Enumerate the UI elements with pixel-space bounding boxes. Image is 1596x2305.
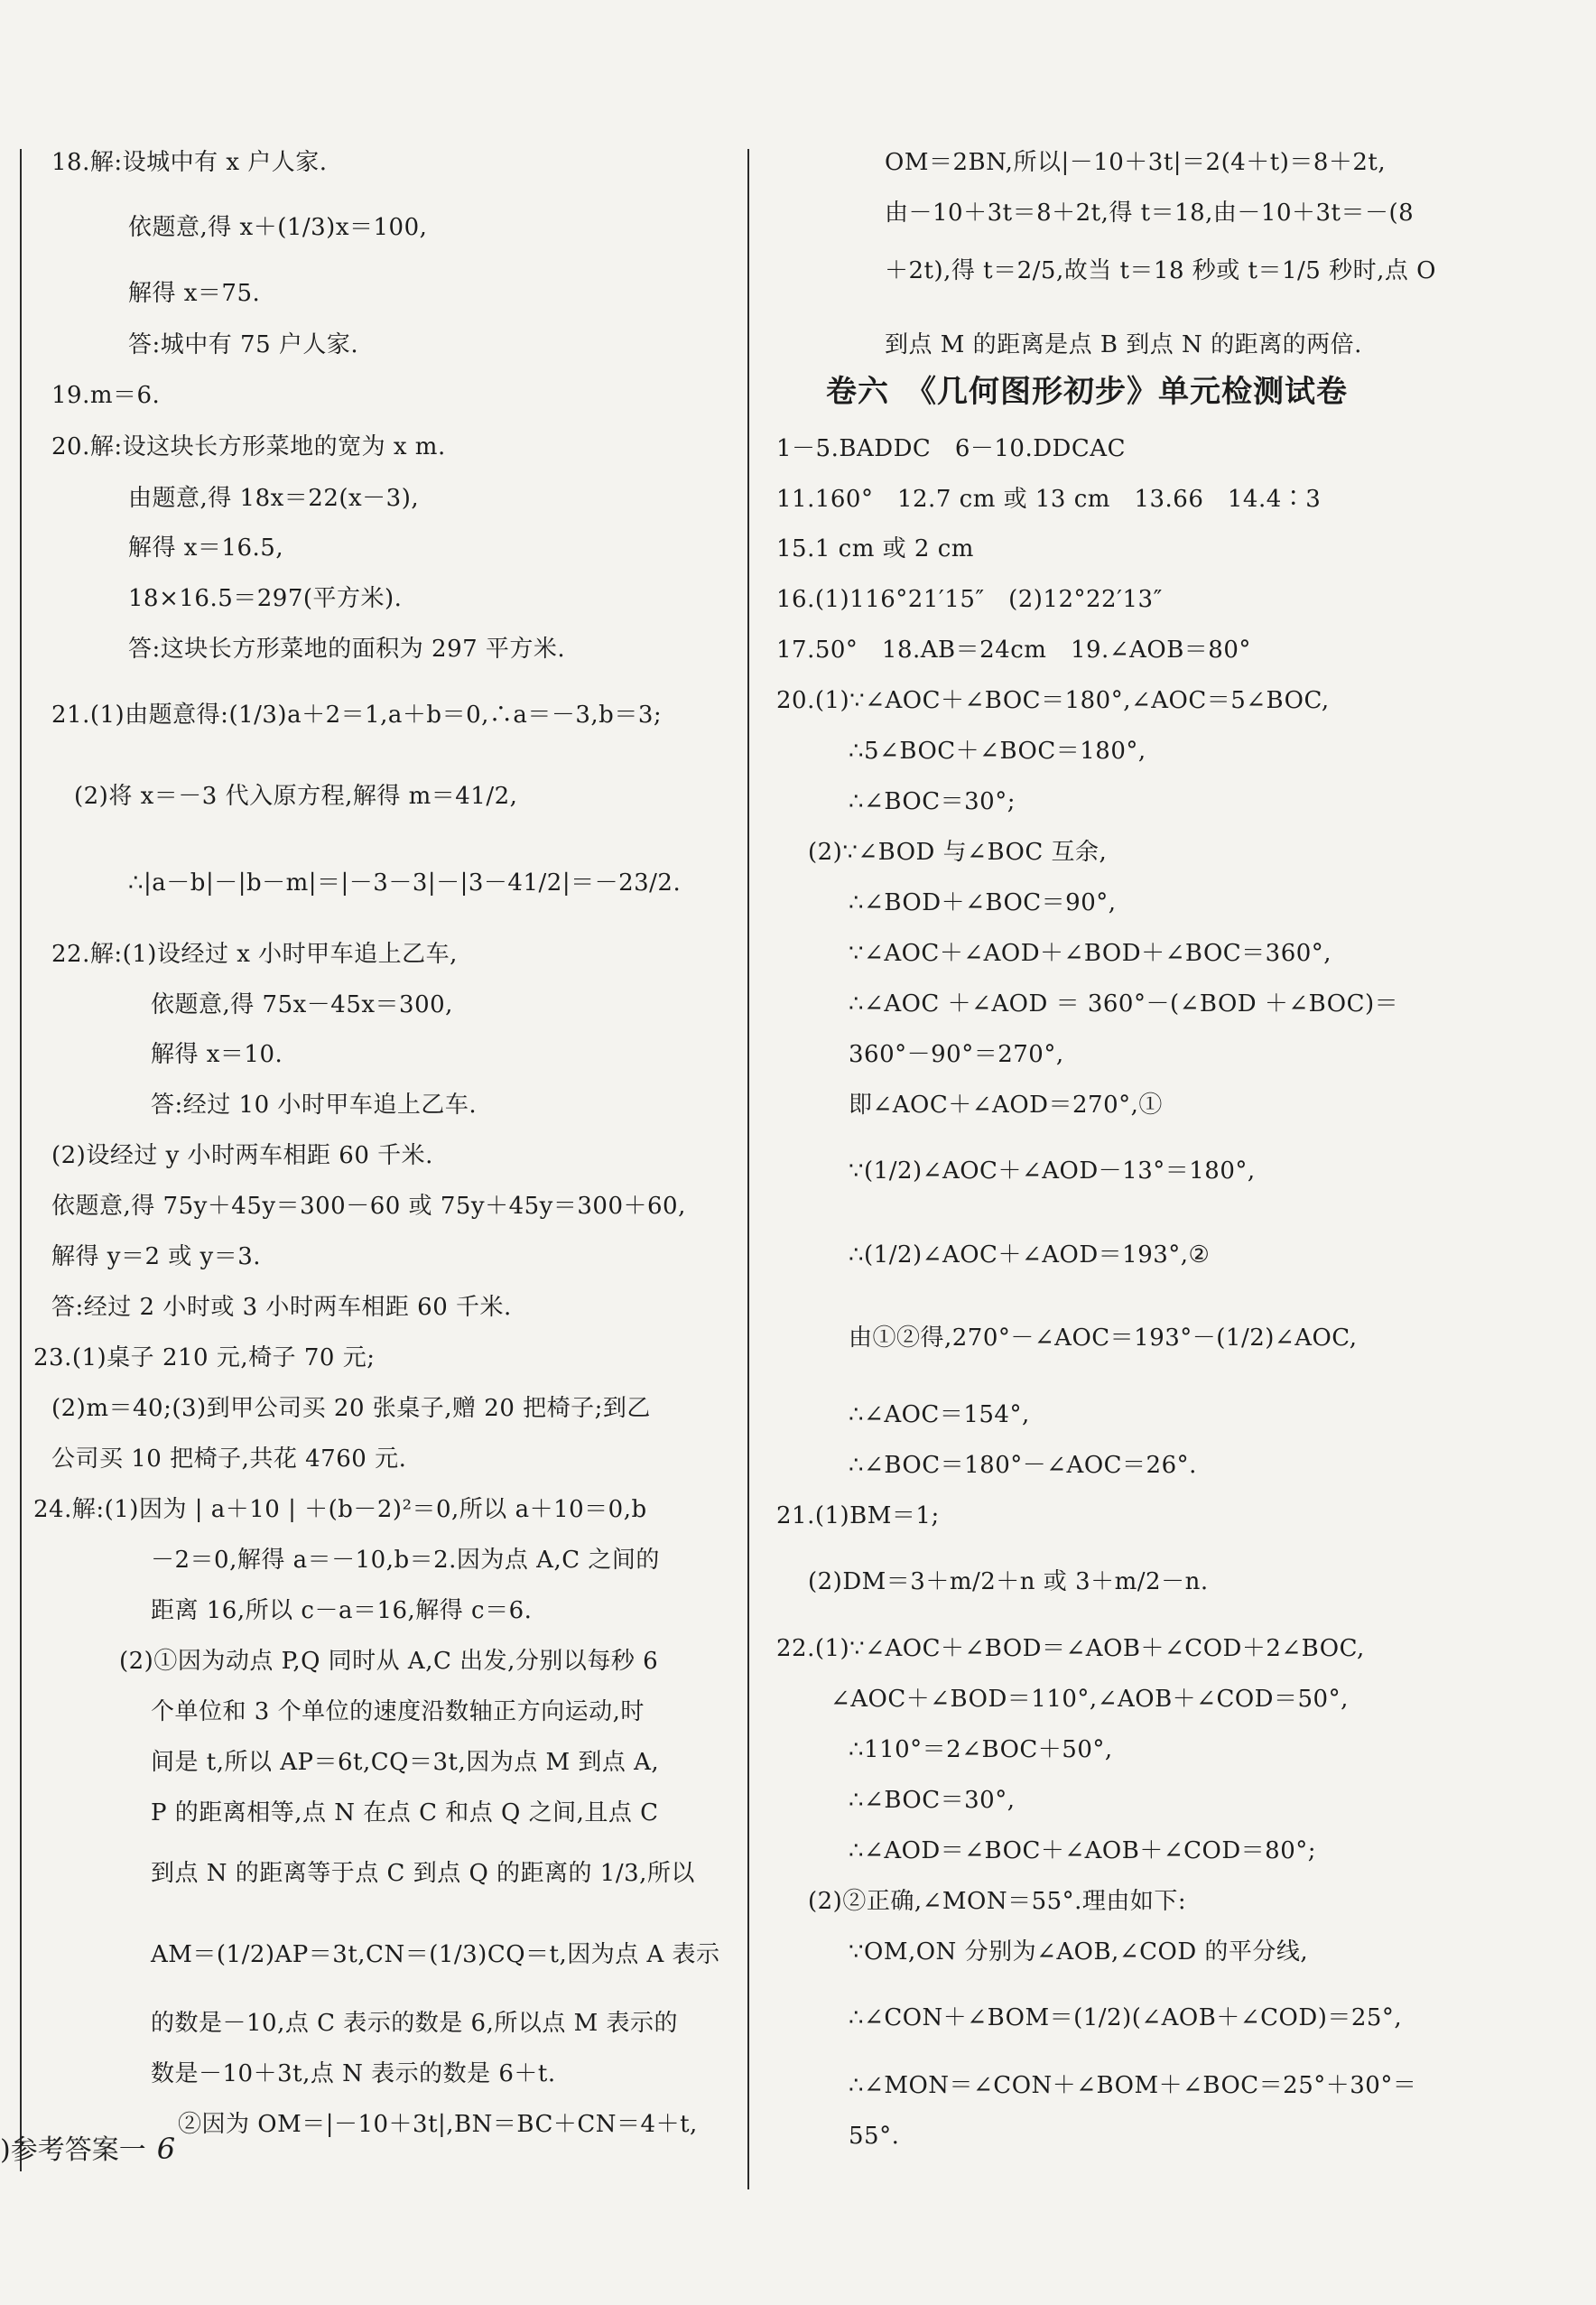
answer-line: (2)将 x＝－3 代入原方程,解得 m＝41/2, [74, 783, 518, 810]
answer-line: 解得 x＝16.5, [128, 534, 284, 562]
answer-line: 55°. [849, 2123, 900, 2150]
answer-line: ∴|a－b|－|b－m|＝|－3－3|－|3－41/2|＝－23/2. [128, 869, 682, 897]
answer-line: 个单位和 3 个单位的速度沿数轴正方向运动,时 [151, 1698, 645, 1725]
answer-line: 360°－90°＝270°, [849, 1041, 1064, 1068]
answer-line: 19.m＝6. [51, 382, 161, 409]
page-number: 6 [156, 2132, 176, 2166]
answer-line: 答:这块长方形菜地的面积为 297 平方米. [128, 636, 566, 663]
answer-line: ∵(1/2)∠AOC＋∠AOD－13°＝180°, [849, 1157, 1256, 1185]
answer-line: 20.解:设这块长方形菜地的宽为 x m. [51, 433, 446, 460]
answer-line: ∴∠BOC＝30°, [849, 1787, 1016, 1814]
answer-line: ∴∠BOC＝30°; [849, 788, 1016, 815]
answer-line: 解得 y＝2 或 y＝3. [51, 1243, 262, 1270]
answer-line: 答:城中有 75 户人家. [128, 331, 359, 358]
answer-line: ∴5∠BOC＋∠BOC＝180°, [849, 738, 1146, 765]
answer-line: ∴∠AOC ＋∠AOD ＝ 360°－(∠BOD ＋∠BOC)＝ [849, 990, 1399, 1018]
answer-line: 1－5.BADDC 6－10.DDCAC [776, 435, 1126, 462]
answer-line: ∴∠CON＋∠BOM＝(1/2)(∠AOB＋∠COD)＝25°, [849, 2004, 1403, 2031]
answer-line: 数是－10＋3t,点 N 表示的数是 6＋t. [151, 2060, 556, 2087]
answer-line: ∴∠BOD＋∠BOC＝90°, [849, 889, 1117, 916]
answer-line: ＋2t),得 t＝2/5,故当 t＝18 秒或 t＝1/5 秒时,点 O [885, 257, 1436, 284]
answer-line: (2)m＝40;(3)到甲公司买 20 张桌子,赠 20 把椅子;到乙 [51, 1395, 651, 1422]
answer-line: 的数是－10,点 C 表示的数是 6,所以点 M 表示的 [151, 2010, 678, 2037]
answer-line: 解得 x＝75. [128, 280, 261, 307]
answer-line: 11.160° 12.7 cm 或 13 cm 13.66 14.4∶3 [776, 486, 1322, 513]
answer-line: ∴∠BOC＝180°－∠AOC＝26°. [849, 1452, 1197, 1479]
answer-line: ∵OM,ON 分别为∠AOB,∠COD 的平分线, [849, 1938, 1309, 1966]
answer-line: 23.(1)桌子 210 元,椅子 70 元; [33, 1344, 376, 1371]
answer-line: 依题意,得 75y＋45y＝300－60 或 75y＋45y＝300＋60, [51, 1193, 686, 1220]
answer-line: 公司买 10 把椅子,共花 4760 元. [51, 1445, 407, 1473]
answer-line: ∴110°＝2∠BOC＋50°, [849, 1736, 1113, 1763]
answer-line: 18.解:设城中有 x 户人家. [51, 149, 328, 176]
answer-line: 24.解:(1)因为 | a＋10 | ＋(b－2)²＝0,所以 a＋10＝0,b [33, 1496, 647, 1523]
answer-line: (2)DM＝3＋m/2＋n 或 3＋m/2－n. [808, 1568, 1209, 1595]
answer-line: 15.1 cm 或 2 cm [776, 535, 974, 562]
answer-line: 22.解:(1)设经过 x 小时甲车追上乙车, [51, 941, 458, 968]
answer-line: P 的距离相等,点 N 在点 C 和点 Q 之间,且点 C [151, 1799, 659, 1826]
answer-line: ∴∠MON＝∠CON＋∠BOM＋∠BOC＝25°＋30°＝ [849, 2072, 1417, 2099]
answer-line: 17.50° 18.AB＝24cm 19.∠AOB＝80° [776, 637, 1251, 664]
answer-line: 答:经过 10 小时甲车追上乙车. [151, 1092, 478, 1119]
answer-line: (2)①因为动点 P,Q 同时从 A,C 出发,分别以每秒 6 [119, 1648, 659, 1675]
answer-line: (2)②正确,∠MON＝55°.理由如下: [808, 1888, 1187, 1915]
answer-line: 20.(1)∵∠AOC＋∠BOC＝180°,∠AOC＝5∠BOC, [776, 687, 1330, 714]
page-footer [0, 2131, 175, 2169]
answer-line: (2)设经过 y 小时两车相距 60 千米. [51, 1142, 433, 1169]
answer-line: 18×16.5＝297(平方米). [128, 585, 403, 612]
answer-line: 由题意,得 18x＝22(x－3), [128, 485, 420, 512]
answer-line: 由－10＋3t＝8＋2t,得 t＝18,由－10＋3t＝－(8 [885, 200, 1415, 227]
column-divider [747, 149, 749, 2189]
answer-line: OM＝2BN,所以|－10＋3t|＝2(4＋t)＝8＋2t, [885, 149, 1387, 176]
answer-line: 解得 x＝10. [151, 1041, 283, 1068]
answer-line: 22.(1)∵∠AOC＋∠BOD＝∠AOB＋∠COD＋2∠BOC, [776, 1635, 1365, 1662]
answer-line: 到点 M 的距离是点 B 到点 N 的距离的两倍. [885, 331, 1362, 358]
answer-line: 由①②得,270°－∠AOC＝193°－(1/2)∠AOC, [849, 1324, 1358, 1352]
answer-line: 依题意,得 x＋(1/3)x＝100, [128, 214, 428, 241]
answer-line: 间是 t,所以 AP＝6t,CQ＝3t,因为点 M 到点 A, [151, 1749, 660, 1776]
answer-line: ②因为 OM＝|－10＋3t|,BN＝BC＋CN＝4＋t, [178, 2111, 698, 2138]
footer-label: )参考答案一 [0, 2134, 146, 2166]
answer-line: 21.(1)由题意得:(1/3)a＋2＝1,a＋b＝0,∴a＝－3,b＝3; [51, 702, 663, 729]
left-margin-rule [20, 149, 22, 2171]
answer-line: ∵∠AOC＋∠AOD＋∠BOD＋∠BOC＝360°, [849, 940, 1332, 967]
answer-line: ∴∠AOD＝∠BOC＋∠AOB＋∠COD＝80°; [849, 1837, 1317, 1864]
answer-line: 即∠AOC＋∠AOD＝270°,① [849, 1092, 1163, 1119]
answer-line: 答:经过 2 小时或 3 小时两车相距 60 千米. [51, 1294, 512, 1321]
answer-line: ∴(1/2)∠AOC＋∠AOD＝193°,② [849, 1241, 1211, 1269]
answer-line: －2＝0,解得 a＝－10,b＝2.因为点 A,C 之间的 [151, 1547, 660, 1574]
answer-line: (2)∵∠BOD 与∠BOC 互余, [808, 839, 1108, 866]
answer-line: AM＝(1/2)AP＝3t,CN＝(1/3)CQ＝t,因为点 A 表示 [151, 1941, 720, 1968]
answer-line: ∠AOC＋∠BOD＝110°,∠AOB＋∠COD＝50°, [830, 1686, 1349, 1713]
answer-line: 依题意,得 75x－45x＝300, [151, 991, 453, 1018]
answer-line: 16.(1)116°21′15″ (2)12°22′13″ [776, 586, 1163, 613]
answer-line: 距离 16,所以 c－a＝16,解得 c＝6. [151, 1597, 533, 1624]
answer-line: 到点 N 的距离等于点 C 到点 Q 的距离的 1/3,所以 [151, 1860, 695, 1887]
answer-line: 21.(1)BM＝1; [776, 1502, 940, 1529]
section-title: 卷六 《几何图形初步》单元检测试卷 [826, 374, 1348, 410]
answer-line: ∴∠AOC＝154°, [849, 1401, 1030, 1428]
